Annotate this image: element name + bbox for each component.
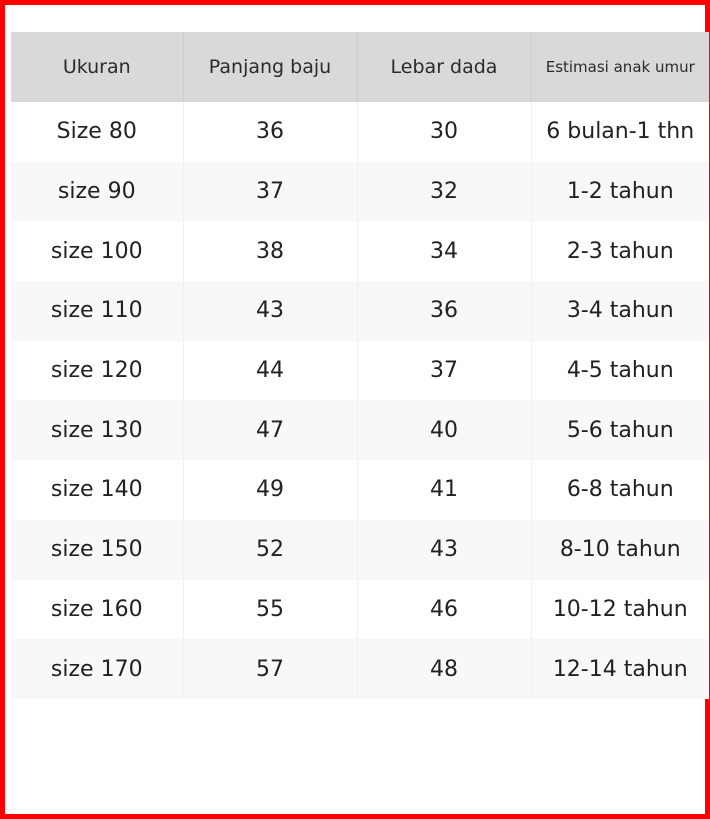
cell-lebar-dada: 36 [357,281,531,341]
size-chart-table [11,32,709,699]
cell-estimasi-umur: 1-2 tahun [531,162,709,222]
cell-panjang-baju: 49 [183,460,357,520]
cell-lebar-dada: 48 [357,639,531,699]
cell-ukuran: size 140 [11,460,183,520]
cell-estimasi-umur: 10-12 tahun [531,580,709,640]
cell-estimasi-umur: 12-14 tahun [531,639,709,699]
cell-estimasi-umur: 2-3 tahun [531,221,709,281]
cell-estimasi-umur: 3-4 tahun [531,281,709,341]
cell-lebar-dada: 46 [357,580,531,640]
cell-panjang-baju: 43 [183,281,357,341]
cell-ukuran: size 170 [11,639,183,699]
cell-ukuran: Size 80 [11,102,183,162]
cell-estimasi-umur: 6-8 tahun [531,460,709,520]
cell-ukuran: size 100 [11,221,183,281]
cell-panjang-baju: 38 [183,221,357,281]
cell-ukuran: size 160 [11,580,183,640]
header-lebar-dada: Lebar dada [357,32,531,102]
cell-ukuran: size 150 [11,520,183,580]
cell-panjang-baju: 55 [183,580,357,640]
table-header [11,32,709,102]
table-row [11,341,709,401]
cell-lebar-dada: 41 [357,460,531,520]
table-row [11,460,709,520]
cell-panjang-baju: 57 [183,639,357,699]
table-row [11,639,709,699]
cell-estimasi-umur: 8-10 tahun [531,520,709,580]
table-body [11,102,709,699]
cell-lebar-dada: 34 [357,221,531,281]
cell-panjang-baju: 52 [183,520,357,580]
cell-lebar-dada: 37 [357,341,531,401]
table-row [11,580,709,640]
cell-panjang-baju: 36 [183,102,357,162]
cell-panjang-baju: 47 [183,400,357,460]
header-estimasi-umur: Estimasi anak umur [531,32,709,102]
table-row [11,400,709,460]
cell-ukuran: size 130 [11,400,183,460]
cell-panjang-baju: 37 [183,162,357,222]
cell-panjang-baju: 44 [183,341,357,401]
cell-lebar-dada: 40 [357,400,531,460]
table-row [11,281,709,341]
table-row [11,162,709,222]
cell-ukuran: size 120 [11,341,183,401]
cell-lebar-dada: 30 [357,102,531,162]
table-row [11,221,709,281]
cell-estimasi-umur: 4-5 tahun [531,341,709,401]
cell-ukuran: size 110 [11,281,183,341]
header-ukuran: Ukuran [11,32,183,102]
cell-estimasi-umur: 6 bulan-1 thn [531,102,709,162]
header-row [11,32,709,102]
cell-ukuran: size 90 [11,162,183,222]
table-row [11,102,709,162]
table-row [11,520,709,580]
cell-estimasi-umur: 5-6 tahun [531,400,709,460]
header-panjang-baju: Panjang baju [183,32,357,102]
cell-lebar-dada: 43 [357,520,531,580]
cell-lebar-dada: 32 [357,162,531,222]
